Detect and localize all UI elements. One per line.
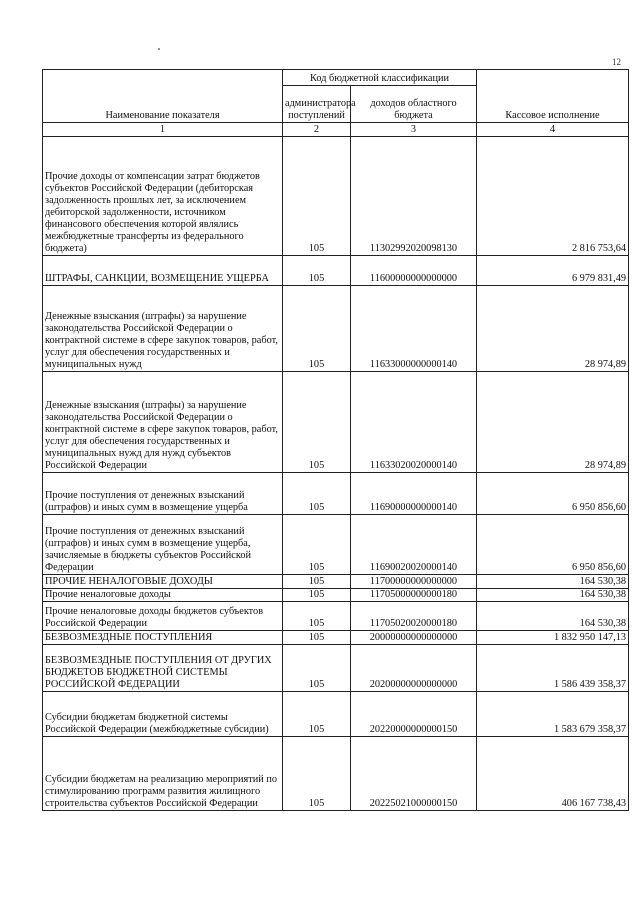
row-admin: 105 [283,372,351,473]
row-admin: 105 [283,256,351,286]
row-code: 20200000000000000 [351,645,477,692]
row-code: 11690000000000140 [351,473,477,515]
header-admin-col: администратора поступлений [283,86,351,123]
row-admin: 105 [283,286,351,372]
row-code: 11302992020098130 [351,137,477,256]
row-amount: 164 530,38 [477,602,629,631]
row-name: Прочие поступления от денежных взысканий (штрафов) и иных сумм в возмещение ущерба, зачисляемые в бюджеты субъектов Российской Федерации [43,515,283,575]
row-name: Субсидии бюджетам на реализацию мероприятий по стимулированию программ развития жилищного строительства субъектов Российской Федерации [43,737,283,811]
row-code: 11705020020000180 [351,602,477,631]
row-name: Прочие доходы от компенсации затрат бюджетов субъектов Российской Федерации (дебиторская задолженность прошлых лет, за исключением дебиторской задолженности, источником финансового обеспечения которой являлись межбюджетные трансферты из федерального бюджета) [43,137,283,256]
row-amount: 406 167 738,43 [477,737,629,811]
row-code: 11700000000000000 [351,575,477,589]
row-amount: 164 530,38 [477,575,629,589]
table-row [43,137,629,256]
table-row [43,737,629,811]
row-admin: 105 [283,631,351,645]
row-amount: 1 586 439 358,37 [477,645,629,692]
header-name-col: Наименование показателя [43,70,283,123]
row-code: 11600000000000000 [351,256,477,286]
row-name: Прочие неналоговые доходы бюджетов субъектов Российской Федерации [43,602,283,631]
row-admin: 105 [283,602,351,631]
row-amount: 28 974,89 [477,372,629,473]
row-admin: 105 [283,692,351,737]
scan-speck [158,48,160,50]
row-code: 11690020020000140 [351,515,477,575]
row-name: ШТРАФЫ, САНКЦИИ, ВОЗМЕЩЕНИЕ УЩЕРБА [43,256,283,286]
row-name: ПРОЧИЕ НЕНАЛОГОВЫЕ ДОХОДЫ [43,575,283,589]
row-code: 11705000000000180 [351,589,477,602]
row-amount: 1 583 679 358,37 [477,692,629,737]
budget-execution-table [42,69,629,811]
table-row [43,286,629,372]
table-row [43,692,629,737]
table-row [43,473,629,515]
col-number-3: 3 [351,123,477,137]
row-admin: 105 [283,137,351,256]
row-admin: 105 [283,589,351,602]
row-amount: 6 979 831,49 [477,256,629,286]
table-row [43,256,629,286]
row-admin: 105 [283,737,351,811]
table-row [43,515,629,575]
row-name: Субсидии бюджетам бюджетной системы Российской Федерации (межбюджетные субсидии) [43,692,283,737]
row-code: 20225021000000150 [351,737,477,811]
table-row [43,645,629,692]
row-admin: 105 [283,645,351,692]
col-number-1: 1 [43,123,283,137]
row-amount: 164 530,38 [477,589,629,602]
header-cash-col: Кассовое исполнение [477,70,629,123]
row-code: 11633020020000140 [351,372,477,473]
row-amount: 6 950 856,60 [477,515,629,575]
row-code: 11633000000000140 [351,286,477,372]
col-number-2: 2 [283,123,351,137]
header-income-col: доходов областного бюджета [351,86,477,123]
page-number: 12 [612,57,621,67]
row-admin: 105 [283,575,351,589]
row-code: 20000000000000000 [351,631,477,645]
header-classification-group: Код бюджетной классификации [283,70,477,86]
col-number-4: 4 [477,123,629,137]
row-admin: 105 [283,515,351,575]
table-row [43,631,629,645]
row-name: Прочие неналоговые доходы [43,589,283,602]
row-admin: 105 [283,473,351,515]
row-amount: 6 950 856,60 [477,473,629,515]
row-name: БЕЗВОЗМЕЗДНЫЕ ПОСТУПЛЕНИЯ ОТ ДРУГИХ БЮДЖЕТОВ БЮДЖЕТНОЙ СИСТЕМЫ РОССИЙСКОЙ ФЕДЕРАЦИИ [43,645,283,692]
row-name: Прочие поступления от денежных взысканий (штрафов) и иных сумм в возмещение ущерба [43,473,283,515]
row-amount: 28 974,89 [477,286,629,372]
row-name: БЕЗВОЗМЕЗДНЫЕ ПОСТУПЛЕНИЯ [43,631,283,645]
row-amount: 1 832 950 147,13 [477,631,629,645]
table-row [43,372,629,473]
row-name: Денежные взыскания (штрафы) за нарушение законодательства Российской Федерации о контрактной системе в сфере закупок товаров, работ, услуг для обеспечения государственных и муниципальных нужд [43,286,283,372]
table-row [43,575,629,589]
row-name: Денежные взыскания (штрафы) за нарушение законодательства Российской Федерации о контрактной системе в сфере закупок товаров, работ, услуг для обеспечения государственных и муниципальных нужд для нужд субъектов Российской Федерации [43,372,283,473]
table-row [43,589,629,602]
table-row [43,602,629,631]
row-code: 20220000000000150 [351,692,477,737]
row-amount: 2 816 753,64 [477,137,629,256]
